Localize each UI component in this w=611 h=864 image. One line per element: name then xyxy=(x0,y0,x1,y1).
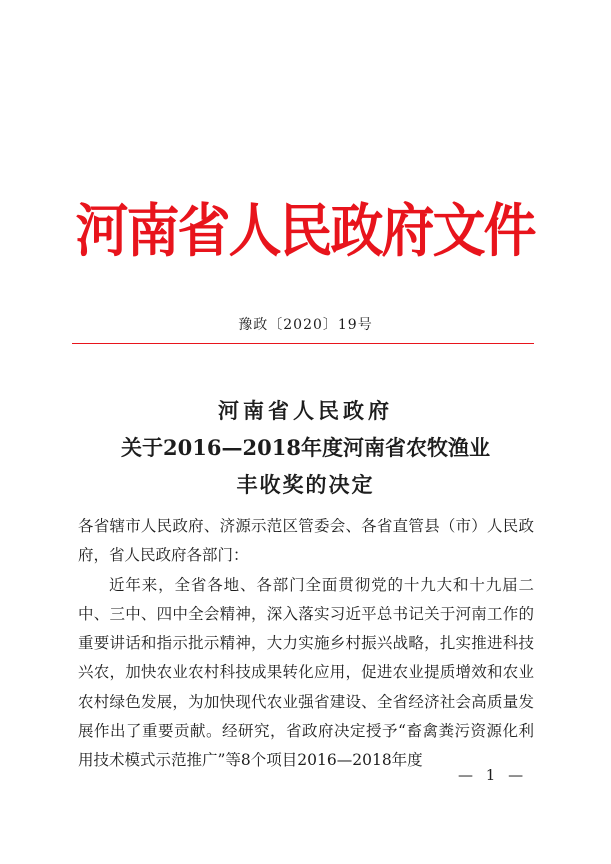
addressee: 各省辖市人民政府、济源示范区管委会、各省直管县（市）人民政府，省人民政府各部门： xyxy=(78,517,534,565)
body-paragraph: 近年来，全省各地、各部门全面贯彻党的十九大和十九届二中、三中、四中全会精神，深入落实习近平总书记关于河南工作的重要讲话和指示批示精神，大力实施乡村振兴战略，扎实推进科技兴农，加快农业农村科技成果转化应用，促进农业提质增效和农业农村绿色发展，为加快现代农业强省建设、全省经济社会高质量发展作出了重要贡献。经研究，省政府决定授予“畜禽粪污资源化利用技术模式示范推广”等8个项目2016—2018年度 xyxy=(78,575,534,770)
document-title-line3: 丰收奖的决定 xyxy=(236,472,375,497)
document-title-line2: 关于2016—2018年度河南省农牧渔业 xyxy=(121,435,490,460)
document-title-line1: 河南省人民政府 xyxy=(218,398,393,423)
red-separator-line xyxy=(72,343,534,344)
issuer-title: 河南省人民政府文件 xyxy=(75,198,535,265)
document-body xyxy=(78,512,534,776)
document-number: 豫政〔2020〕19号 xyxy=(238,317,373,333)
page-number: — 1 — xyxy=(458,766,528,784)
